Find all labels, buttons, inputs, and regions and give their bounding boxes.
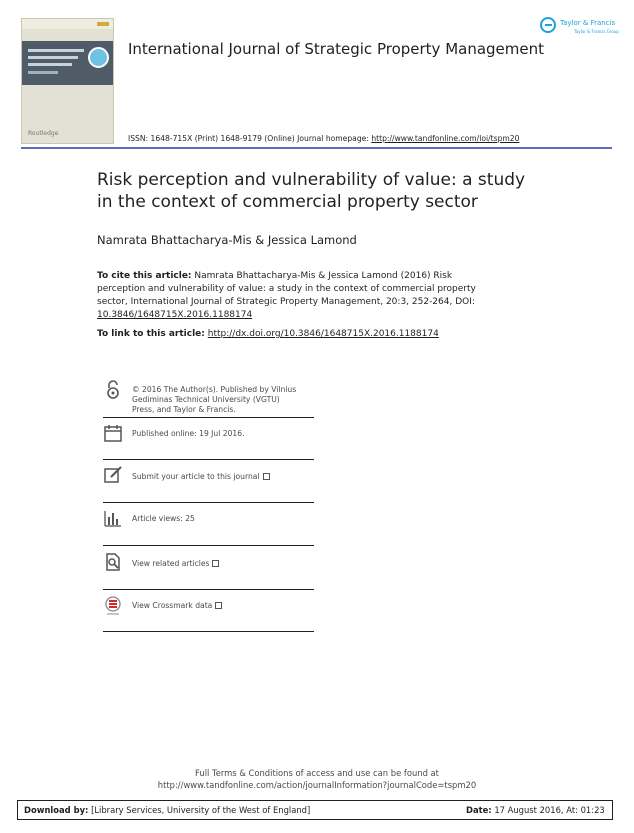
publisher-mark: Routledge xyxy=(28,130,59,137)
issn-line xyxy=(128,134,519,143)
related-articles-link[interactable]: View related articles xyxy=(132,559,210,568)
journal-homepage-link[interactable]: http://www.tandfonline.com/loi/tspm20 xyxy=(371,134,520,143)
edit-icon xyxy=(103,465,123,485)
cite-label: To cite this article: xyxy=(97,271,192,281)
citation-doi-link[interactable]: 10.3846/1648715X.2016.1188174 xyxy=(97,310,253,320)
submit-article-link[interactable]: Submit your article to this journal xyxy=(132,472,260,481)
bar-chart-icon xyxy=(103,508,123,528)
download-date: 17 August 2016, At: 01:23 xyxy=(494,805,605,815)
article-views: Article views: 25 xyxy=(132,514,195,523)
journal-cover-image xyxy=(21,18,114,144)
submit-row[interactable] xyxy=(103,465,314,502)
calendar-icon xyxy=(103,423,123,443)
taylor-francis-logo: Taylor & Francis Taylor & Francis Group xyxy=(540,17,616,39)
download-institution: [Library Services, University of the West of England] xyxy=(91,805,311,815)
terms-notice: Full Terms & Conditions of access and use can be found at http://www.tandfonline.com/action/journalInformation?journalCode=tspm20 xyxy=(0,767,634,791)
date-label: Date: xyxy=(466,805,492,815)
taylor-francis-icon xyxy=(540,17,556,33)
link-label: To link to this article: xyxy=(97,329,205,339)
crossmark-row[interactable] xyxy=(103,595,314,632)
crossmark-link[interactable]: View Crossmark data xyxy=(132,601,213,610)
license-text: © 2016 The Author(s). Published by Vilnius xyxy=(132,385,297,394)
header-divider xyxy=(21,147,612,149)
crossmark-icon xyxy=(103,595,123,615)
external-link-icon xyxy=(215,602,222,609)
terms-link[interactable]: http://www.tandfonline.com/action/journalInformation?journalCode=tspm20 xyxy=(157,780,477,790)
related-row[interactable] xyxy=(103,552,314,589)
journal-title: International Journal of Strategic Property Management xyxy=(128,40,545,58)
external-link-icon xyxy=(212,560,219,567)
published-row xyxy=(103,423,314,459)
external-link-icon xyxy=(263,473,270,480)
article-link-line xyxy=(97,329,439,339)
published-date: Published online: 19 Jul 2016. xyxy=(132,429,245,438)
citation-block: To cite this article: Namrata Bhattacharya-Mis & Jessica Lamond (2016) Risk perception and vulnerability of value: a study in the context of commercial property sector, International Journal of Strategic Property Management, 20:3, 252-264, DOI: 10.3846/1648715X.2016.1188174 xyxy=(97,270,517,322)
license-row: © 2016 The Author(s). Published by Vilnius Gediminas Technical University (VGTU) Press, and Taylor & Francis. xyxy=(103,380,314,418)
issn-text: ISSN: 1648-715X (Print) 1648-9179 (Online) Journal homepage: xyxy=(128,134,369,143)
download-info-bar xyxy=(17,800,613,820)
article-doi-link[interactable]: http://dx.doi.org/10.3846/1648715X.2016.1188174 xyxy=(207,329,439,339)
download-label: Download by: xyxy=(24,805,89,815)
open-access-icon xyxy=(103,380,123,400)
document-search-icon xyxy=(103,552,123,572)
article-authors: Namrata Bhattacharya-Mis & Jessica Lamond xyxy=(97,233,357,247)
article-title: Risk perception and vulnerability of value: a study in the context of commercial property sector xyxy=(97,170,526,212)
views-row xyxy=(103,508,314,545)
